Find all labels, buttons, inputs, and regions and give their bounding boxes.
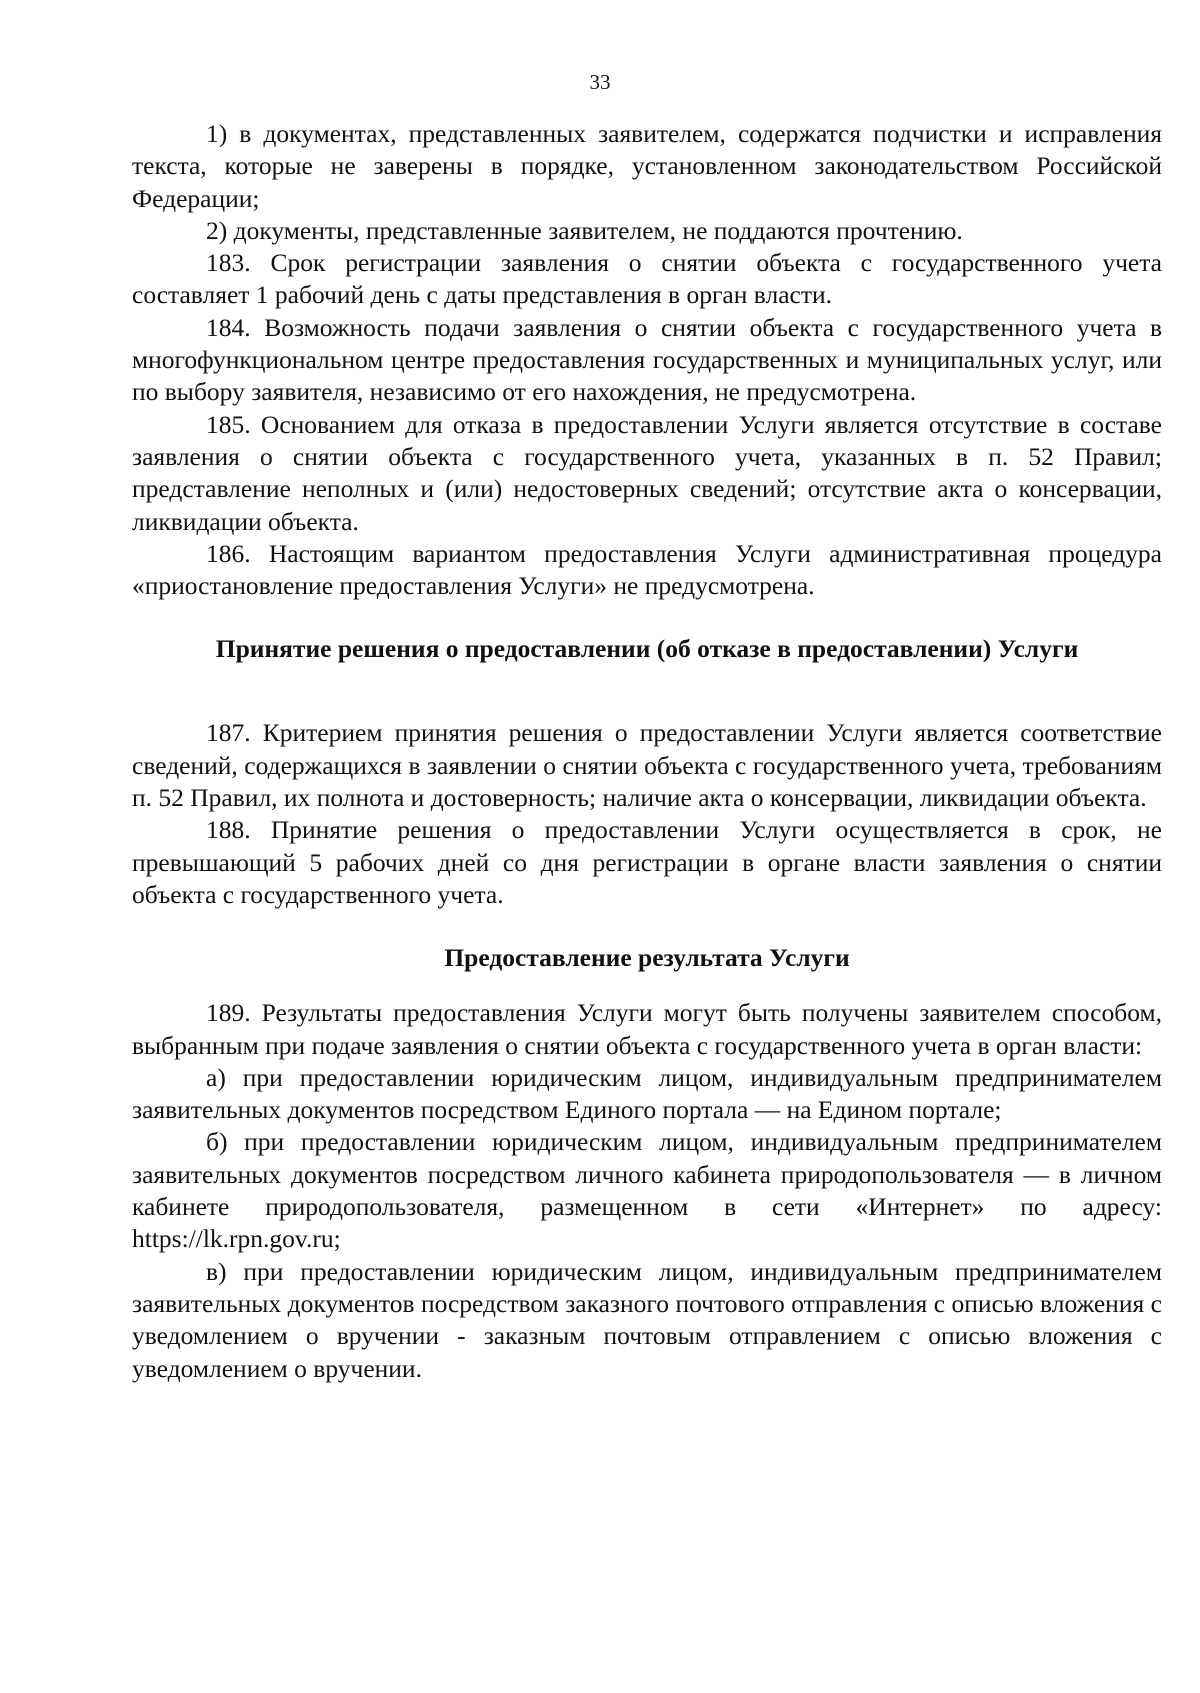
paragraph-189-c: в) при предоставлении юридическим лицом, индивидуальным предпринимателем заявительных документов посредством заказного почтового отправления с описью вложения с уведомлением о вручении - заказным почтовым отправлением с описью вложения с уведомлением о вручении. [132, 1256, 1162, 1383]
paragraph-188: 188. Принятие решения о предоставлении Услуги осуществляется в срок, не превышающий 5 рабочих дней со дня регистрации в органе власти заявления о снятии объекта с государственного учета. [132, 815, 1162, 909]
paragraph-item-2: 2) документы, представленные заявителем, не поддаются прочтению. [206, 215, 963, 245]
paragraph-183: 183. Срок регистрации заявления о снятии объекта с государственного учета составляет 1 рабочий день с даты представления в орган власти. [132, 248, 1162, 310]
paragraph-189-a: а) при предоставлении юридическим лицом, индивидуальным предпринимателем заявительных документов посредством Единого портала — на Едином портале; [132, 1062, 1162, 1125]
paragraph-item-1: 1) в документах, представленных заявителем, содержатся подчистки и исправления текста, которые не заверены в порядке, установленном законодательством Российской Федерации; [132, 119, 1162, 213]
page-content [132, 118, 1162, 1385]
paragraph-184: 184. Возможность подачи заявления о снятии объекта с государственного учета в многофункциональном центре предоставления государственных и муниципальных услуг, или по выбору заявителя, независимо от его нахождения, не предусмотрена. [132, 312, 1162, 407]
paragraph-189: 189. Результаты предоставления Услуги могут быть получены заявителем способом, выбранным при подаче заявления о снятии объекта с государственного учета в орган власти: [132, 998, 1162, 1060]
section-heading-result: Предоставление результата Услуги [444, 943, 850, 973]
section-heading-decision: Принятие решения о предоставлении (об отказе в предоставлении) Услуги [215, 634, 1079, 664]
paragraph-187: 187. Критерием принятия решения о предоставлении Услуги является соответствие сведений, содержащихся в заявлении о снятии объекта с государственного учета, требованиям п. 52 Правил, их полнота и достоверность; наличие акта о консервации, ликвидации объекта. [132, 718, 1162, 813]
paragraph-186: 186. Настоящим вариантом предоставления Услуги административная процедура «приостановление предоставления Услуги» не предусмотрена. [132, 538, 1162, 601]
paragraph-189-b: б) при предоставлении юридическим лицом, индивидуальным предпринимателем заявительных документов посредством личного кабинета природопользователя — в личном кабинете природопользователя, размещенном в сети «Интернет» по адресу: https://lk.rpn.gov.ru; [132, 1127, 1162, 1254]
page-number: 33 [589, 70, 611, 94]
paragraph-185: 185. Основанием для отказа в предоставлении Услуги является отсутствие в составе заявления о снятии объекта с государственного учета, указанных в п. 52 Правил; представление неполных и (или) недостоверных сведений; отсутствие акта о консервации, ликвидации объекта. [132, 409, 1162, 536]
